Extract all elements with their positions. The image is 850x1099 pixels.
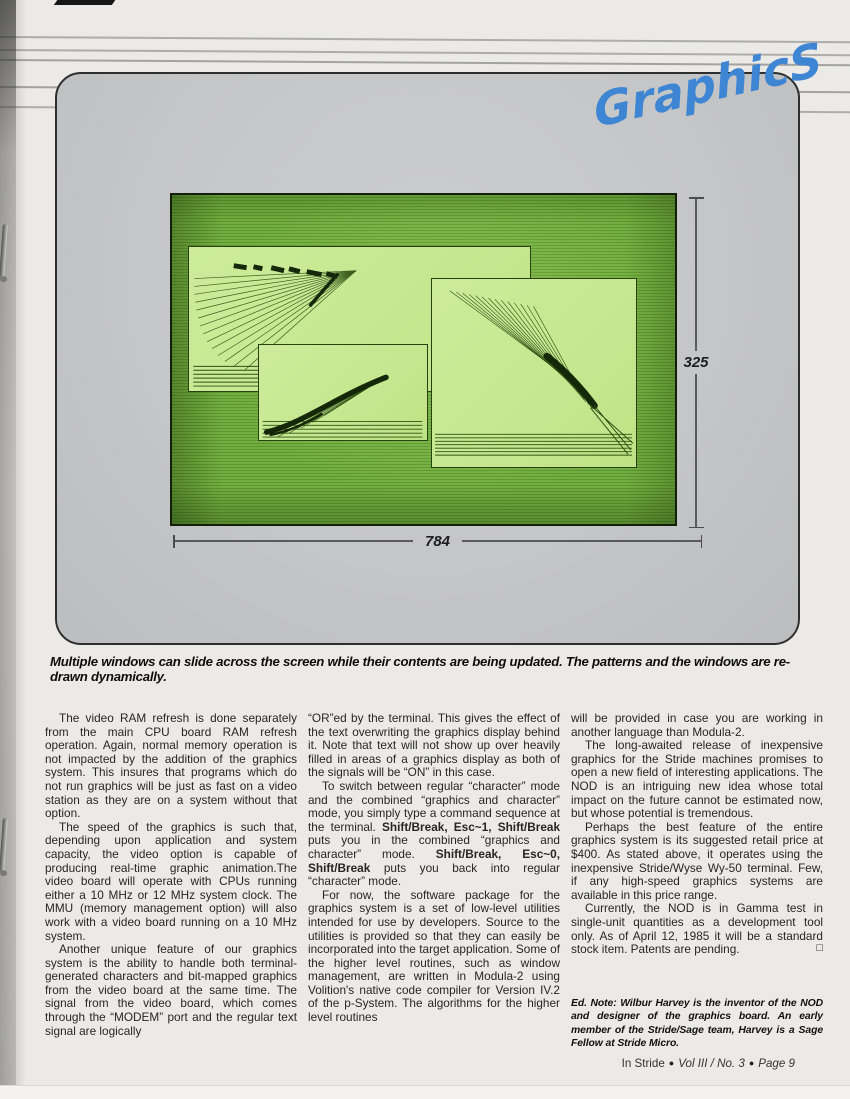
dimension-line xyxy=(175,540,413,542)
paragraph xyxy=(45,943,297,1038)
paragraph xyxy=(571,712,823,739)
graphics-window-2 xyxy=(258,344,428,441)
figure-caption: Multiple windows can slide across the screen while their contents are being updated. The patterns and the windows are re-drawn dynamically. xyxy=(50,654,790,685)
text-run: Shift/Break, Esc~1, Shift/Break xyxy=(382,819,560,834)
dimension-cap xyxy=(701,535,703,548)
column-2 xyxy=(308,712,560,1051)
ruled-line xyxy=(0,49,850,56)
paragraph xyxy=(308,889,560,1025)
paragraph xyxy=(571,821,823,903)
text-run: For now, the software package for the graphics system is a set of low-level utilities intended for use by developers. Source to the utilities is provided so that they can easily be incorporated into the target application. Some of the higher level routines, such as window management, are written in Modula-2 using Volition's native code compiler for Version IV.2 of the p-System. The algorithms for the higher level routines xyxy=(308,887,560,1025)
text-run: puts you in the combined “graphics and character” mode. xyxy=(308,833,560,861)
text-run: puts you back into regular “character” mode. xyxy=(308,860,560,889)
paragraph xyxy=(571,902,823,956)
text-run: To switch between regular “character” mode and the combined “graphics and character” mode, you simply type a command sequence at the terminal. xyxy=(308,778,560,834)
column-1 xyxy=(45,712,297,1051)
paragraph xyxy=(308,780,560,889)
text-run: The long-awaited release of inexpensive graphics for the Stride machines promises to open a new field of interesting applications. The NOD is an intriguing new idea whose total impact on the future cannot be estimated now, but whose potential is tremendous. xyxy=(571,738,823,821)
text-run: Currently, the NOD is in Gamma test in single-unit quantities as a development tool only. As of April 12, 1985 it will be a standard stock item. Patents are pending. xyxy=(571,901,823,957)
text-run: Shift/Break, Esc~0, Shift/Break xyxy=(308,846,560,875)
paragraph xyxy=(45,712,297,821)
graphics-window-3 xyxy=(431,278,637,468)
text-run: will be provided in case you are working in another language than Modula-2. xyxy=(571,711,823,739)
text-run: Another unique feature of our graphics system is the ability to handle both terminal-generated characters and bit-mapped graphics from the video board at the same time. The signal from the video board, which comes through the “MODEM” port and the regular text signal are logically xyxy=(45,942,297,1038)
height-dimension xyxy=(683,197,709,528)
magazine-name: In Stride xyxy=(621,1057,665,1070)
height-dimension-label: 325 xyxy=(683,354,709,371)
ruled-line xyxy=(0,59,850,66)
column-3 xyxy=(571,712,823,1051)
text-run: Perhaps the best feature of the entire graphics system is its suggested retail price at $400. As stated above, it operates using the inexpensive Stride/Wyse Wy-50 terminal. Few, if any high-speed graphics systems are available in this price range. xyxy=(571,819,823,902)
figure-panel xyxy=(55,72,800,645)
window-pattern-squiggle xyxy=(259,345,427,440)
bullet-icon: ● xyxy=(748,1058,755,1068)
page-footer xyxy=(622,1057,795,1070)
bullet-icon: ● xyxy=(668,1058,675,1068)
page-number: Page 9 xyxy=(758,1057,795,1070)
text-run: The speed of the graphics is such that, depending upon application and system capacity, the video option is capable of producing real-time graphic animation.The video board will operate with CPUs running either a 10 MHz or 12 MHz system clock. The MMU (memory management option) will also work with a video board running on a 10 MHz system. xyxy=(45,819,297,943)
dimension-cap xyxy=(689,527,704,529)
end-of-article-marker: □ xyxy=(816,942,823,955)
scan-corner-artifact xyxy=(54,0,118,5)
paragraph xyxy=(45,821,297,943)
page-spine xyxy=(0,0,16,1099)
ruled-line xyxy=(0,36,850,43)
width-dimension-label: 784 xyxy=(424,532,451,550)
section-logo: GraphicS xyxy=(591,31,825,139)
crt-screenshot xyxy=(170,193,677,526)
paragraph xyxy=(571,739,823,821)
paragraph xyxy=(308,712,560,780)
article-body xyxy=(45,712,823,1051)
dimension-line xyxy=(695,199,697,352)
editor-note: Ed. Note: Wilbur Harvey is the inventor of the NOD and designer of the graphics board. An early member of the Stride/Sage team, Harvey is a Sage Fellow at Stride Micro. xyxy=(571,997,823,1050)
page-bottom-edge xyxy=(0,1085,850,1099)
width-dimension xyxy=(173,533,702,549)
text-run: “OR”ed by the terminal. This gives the effect of the text overwriting the graphics display behind it. Note that text will not show up over heavily filled in areas of a graphics display as both of the signals will be “ON” in this case. xyxy=(308,711,560,780)
dimension-line xyxy=(695,374,697,527)
issue-label: Vol III / No. 3 xyxy=(678,1057,745,1070)
text-run: The video RAM refresh is done separately from the main CPU board RAM refresh operation. Again, normal memory operation is not impacted by the addition of the graphics system. This insures that programs which do not run graphics will be just as fast on a video station as they are on a system without that option. xyxy=(45,711,297,821)
window-pattern-curve xyxy=(432,279,636,467)
dimension-line xyxy=(462,540,700,542)
